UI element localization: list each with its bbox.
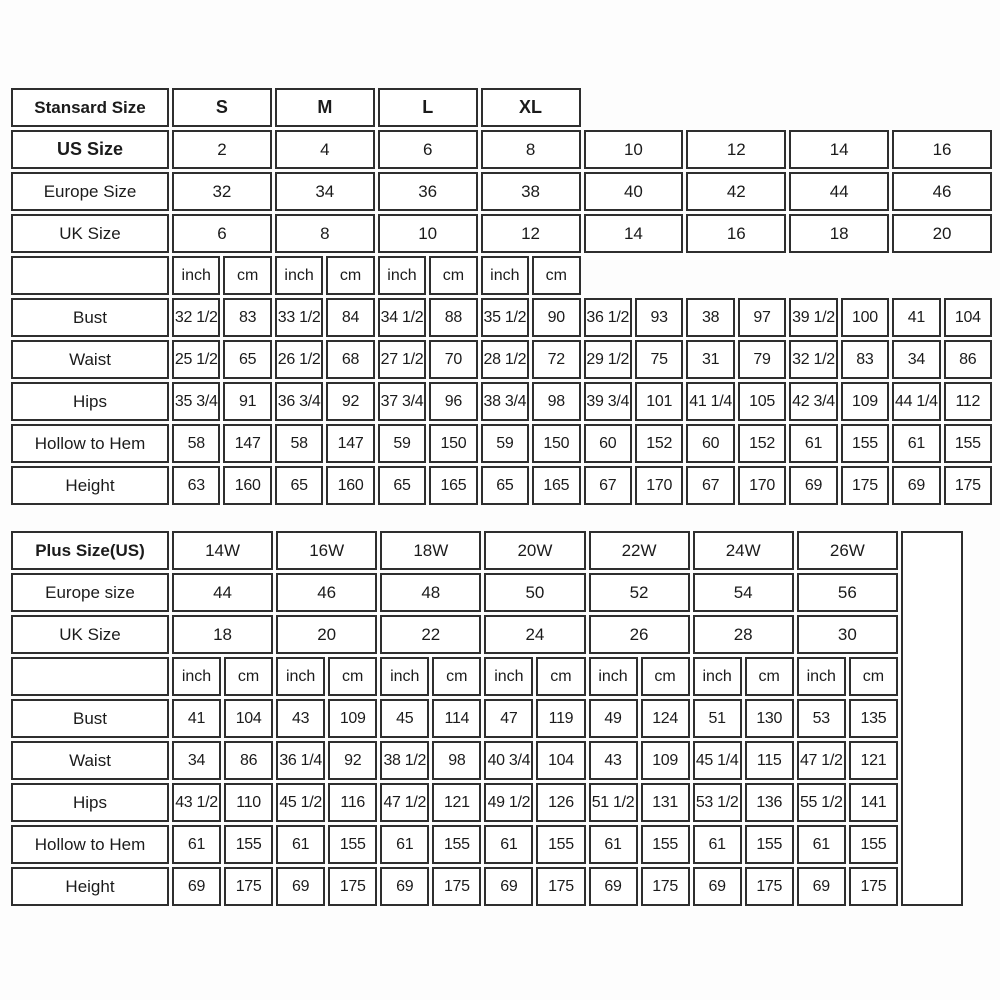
conversion-row — [11, 130, 992, 169]
size-header-cell: 16W — [276, 531, 377, 570]
measure-value-cell: 104 — [224, 699, 273, 738]
measure-value-cell: 61 — [797, 825, 846, 864]
size-header-cell: L — [378, 88, 478, 127]
conversion-value-cell: 22 — [380, 615, 481, 654]
measure-value-cell: 28 1/2 — [481, 340, 529, 379]
measure-value-cell: 42 3/4 — [789, 382, 837, 421]
conversion-row — [11, 573, 963, 612]
measure-value-cell: 175 — [745, 867, 794, 906]
conversion-value-cell: 48 — [380, 573, 481, 612]
measure-value-cell: 69 — [484, 867, 533, 906]
measure-value-cell: 41 — [172, 699, 221, 738]
measure-value-cell: 175 — [432, 867, 481, 906]
measure-value-cell: 86 — [944, 340, 992, 379]
measure-value-cell: 112 — [944, 382, 992, 421]
measure-value-cell: 152 — [635, 424, 683, 463]
measure-value-cell: 155 — [841, 424, 889, 463]
measure-value-cell: 69 — [693, 867, 742, 906]
measure-value-cell: 170 — [738, 466, 786, 505]
measure-value-cell: 44 1/4 — [892, 382, 940, 421]
size-header-cell: 14W — [172, 531, 273, 570]
measure-value-cell: 65 — [378, 466, 426, 505]
measure-value-cell: 61 — [484, 825, 533, 864]
blank-column-cell — [901, 531, 963, 906]
unit-row-empty-label — [11, 256, 169, 295]
measure-value-cell: 34 1/2 — [378, 298, 426, 337]
measure-value-cell: 58 — [172, 424, 220, 463]
measure-value-cell: 147 — [223, 424, 271, 463]
measure-value-cell: 96 — [429, 382, 477, 421]
conversion-value-cell: 16 — [686, 214, 786, 253]
conversion-value-cell: 12 — [686, 130, 786, 169]
unit-inch-cell: inch — [797, 657, 846, 696]
measure-value-cell: 61 — [892, 424, 940, 463]
measurement-row — [11, 298, 992, 337]
row-label: Bust — [11, 298, 169, 337]
measure-value-cell: 69 — [276, 867, 325, 906]
measure-value-cell: 160 — [223, 466, 271, 505]
measure-value-cell: 47 1/2 — [380, 783, 429, 822]
measure-value-cell: 45 1/2 — [276, 783, 325, 822]
size-header-cell: 26W — [797, 531, 898, 570]
unit-cm-cell: cm — [536, 657, 585, 696]
measure-value-cell: 65 — [275, 466, 323, 505]
unit-inch-cell: inch — [275, 256, 323, 295]
conversion-value-cell: 42 — [686, 172, 786, 211]
size-header-row — [11, 88, 992, 127]
measure-value-cell: 119 — [536, 699, 585, 738]
measure-value-cell: 61 — [589, 825, 638, 864]
measure-value-cell: 155 — [432, 825, 481, 864]
measure-value-cell: 155 — [745, 825, 794, 864]
unit-inch-cell: inch — [172, 657, 221, 696]
measure-value-cell: 121 — [849, 741, 898, 780]
measure-value-cell: 155 — [224, 825, 273, 864]
unit-inch-cell: inch — [380, 657, 429, 696]
size-header-cell: M — [275, 88, 375, 127]
measure-value-cell: 60 — [686, 424, 734, 463]
conversion-value-cell: 36 — [378, 172, 478, 211]
measure-value-cell: 39 1/2 — [789, 298, 837, 337]
measure-value-cell: 175 — [944, 466, 992, 505]
measurement-row — [11, 466, 992, 505]
measure-value-cell: 61 — [276, 825, 325, 864]
measure-value-cell: 36 1/4 — [276, 741, 325, 780]
measure-value-cell: 38 — [686, 298, 734, 337]
conversion-value-cell: 16 — [892, 130, 992, 169]
measure-value-cell: 155 — [641, 825, 690, 864]
measure-value-cell: 43 1/2 — [172, 783, 221, 822]
standard-size-table — [8, 85, 995, 508]
measure-value-cell: 130 — [745, 699, 794, 738]
measure-value-cell: 59 — [481, 424, 529, 463]
measure-value-cell: 47 1/2 — [797, 741, 846, 780]
unit-inch-cell: inch — [693, 657, 742, 696]
conversion-row — [11, 615, 963, 654]
measure-value-cell: 114 — [432, 699, 481, 738]
row-label: Hips — [11, 783, 169, 822]
measure-value-cell: 131 — [641, 783, 690, 822]
unit-inch-cell: inch — [484, 657, 533, 696]
measure-value-cell: 38 1/2 — [380, 741, 429, 780]
measure-value-cell: 98 — [532, 382, 580, 421]
measure-value-cell: 170 — [635, 466, 683, 505]
conversion-value-cell: 44 — [789, 172, 889, 211]
conversion-value-cell: 52 — [589, 573, 690, 612]
measure-value-cell: 175 — [841, 466, 889, 505]
measure-value-cell: 61 — [693, 825, 742, 864]
table-title: Plus Size(US) — [11, 531, 169, 570]
row-label: Height — [11, 867, 169, 906]
size-header-row — [11, 531, 963, 570]
measure-value-cell: 49 — [589, 699, 638, 738]
conversion-value-cell: 2 — [172, 130, 272, 169]
unit-cm-cell: cm — [328, 657, 377, 696]
measure-value-cell: 67 — [686, 466, 734, 505]
measure-value-cell: 43 — [276, 699, 325, 738]
conversion-value-cell: 20 — [276, 615, 377, 654]
measure-value-cell: 98 — [432, 741, 481, 780]
measurement-row — [11, 340, 992, 379]
measure-value-cell: 175 — [224, 867, 273, 906]
measure-value-cell: 126 — [536, 783, 585, 822]
measurement-row — [11, 424, 992, 463]
measure-value-cell: 32 1/2 — [172, 298, 220, 337]
size-header-cell: 18W — [380, 531, 481, 570]
measure-value-cell: 32 1/2 — [789, 340, 837, 379]
conversion-value-cell: 18 — [789, 214, 889, 253]
measure-value-cell: 83 — [223, 298, 271, 337]
measure-value-cell: 109 — [641, 741, 690, 780]
unit-inch-cell: inch — [378, 256, 426, 295]
measurement-row — [11, 699, 963, 738]
measure-value-cell: 150 — [429, 424, 477, 463]
measure-value-cell: 61 — [172, 825, 221, 864]
row-label: Height — [11, 466, 169, 505]
measure-value-cell: 104 — [944, 298, 992, 337]
measure-value-cell: 97 — [738, 298, 786, 337]
measure-value-cell: 26 1/2 — [275, 340, 323, 379]
row-label: Europe size — [11, 573, 169, 612]
measure-value-cell: 86 — [224, 741, 273, 780]
measure-value-cell: 104 — [536, 741, 585, 780]
conversion-row — [11, 214, 992, 253]
measure-value-cell: 121 — [432, 783, 481, 822]
unit-cm-cell: cm — [223, 256, 271, 295]
measure-value-cell: 55 1/2 — [797, 783, 846, 822]
conversion-value-cell: 54 — [693, 573, 794, 612]
conversion-value-cell: 46 — [276, 573, 377, 612]
unit-cm-cell: cm — [326, 256, 374, 295]
measure-value-cell: 141 — [849, 783, 898, 822]
unit-cm-cell: cm — [429, 256, 477, 295]
row-label: Waist — [11, 340, 169, 379]
conversion-value-cell: 4 — [275, 130, 375, 169]
measure-value-cell: 92 — [328, 741, 377, 780]
measure-value-cell: 175 — [849, 867, 898, 906]
measure-value-cell: 45 1/4 — [693, 741, 742, 780]
measure-value-cell: 79 — [738, 340, 786, 379]
row-label: Europe Size — [11, 172, 169, 211]
measure-value-cell: 68 — [326, 340, 374, 379]
conversion-value-cell: 12 — [481, 214, 581, 253]
conversion-value-cell: 32 — [172, 172, 272, 211]
measure-value-cell: 109 — [841, 382, 889, 421]
size-header-cell: 20W — [484, 531, 585, 570]
row-label: UK Size — [11, 615, 169, 654]
measure-value-cell: 35 1/2 — [481, 298, 529, 337]
conversion-value-cell: 6 — [172, 214, 272, 253]
measure-value-cell: 72 — [532, 340, 580, 379]
conversion-value-cell: 40 — [584, 172, 684, 211]
measure-value-cell: 136 — [745, 783, 794, 822]
conversion-value-cell: 56 — [797, 573, 898, 612]
size-header-cell: 24W — [693, 531, 794, 570]
measure-value-cell: 90 — [532, 298, 580, 337]
row-label: Bust — [11, 699, 169, 738]
measure-value-cell: 59 — [378, 424, 426, 463]
measure-value-cell: 160 — [326, 466, 374, 505]
measure-value-cell: 150 — [532, 424, 580, 463]
measure-value-cell: 45 — [380, 699, 429, 738]
size-header-cell: XL — [481, 88, 581, 127]
measure-value-cell: 29 1/2 — [584, 340, 632, 379]
measure-value-cell: 155 — [536, 825, 585, 864]
measure-value-cell: 40 3/4 — [484, 741, 533, 780]
measure-value-cell: 67 — [584, 466, 632, 505]
measure-value-cell: 51 1/2 — [589, 783, 638, 822]
measure-value-cell: 61 — [789, 424, 837, 463]
measure-value-cell: 36 3/4 — [275, 382, 323, 421]
measure-value-cell: 116 — [328, 783, 377, 822]
unit-row — [11, 256, 992, 295]
unit-cm-cell: cm — [532, 256, 580, 295]
measure-value-cell: 152 — [738, 424, 786, 463]
table-title: Stansard Size — [11, 88, 169, 127]
measure-value-cell: 43 — [589, 741, 638, 780]
unit-inch-cell: inch — [589, 657, 638, 696]
unit-cm-cell: cm — [432, 657, 481, 696]
unit-inch-cell: inch — [172, 256, 220, 295]
measure-value-cell: 60 — [584, 424, 632, 463]
unit-cm-cell: cm — [745, 657, 794, 696]
measure-value-cell: 175 — [536, 867, 585, 906]
unit-cm-cell: cm — [849, 657, 898, 696]
measure-value-cell: 37 3/4 — [378, 382, 426, 421]
row-label: Hollow to Hem — [11, 825, 169, 864]
measure-value-cell: 147 — [326, 424, 374, 463]
row-label: Waist — [11, 741, 169, 780]
measure-value-cell: 165 — [532, 466, 580, 505]
measure-value-cell: 124 — [641, 699, 690, 738]
measure-value-cell: 93 — [635, 298, 683, 337]
measure-value-cell: 69 — [172, 867, 221, 906]
measure-value-cell: 27 1/2 — [378, 340, 426, 379]
conversion-value-cell: 10 — [378, 214, 478, 253]
measure-value-cell: 175 — [641, 867, 690, 906]
conversion-value-cell: 8 — [275, 214, 375, 253]
conversion-value-cell: 14 — [584, 214, 684, 253]
conversion-value-cell: 6 — [378, 130, 478, 169]
conversion-value-cell: 38 — [481, 172, 581, 211]
measure-value-cell: 38 3/4 — [481, 382, 529, 421]
measure-value-cell: 53 — [797, 699, 846, 738]
measure-value-cell: 83 — [841, 340, 889, 379]
row-label: US Size — [11, 130, 169, 169]
measure-value-cell: 65 — [223, 340, 271, 379]
measurement-row — [11, 382, 992, 421]
measure-value-cell: 100 — [841, 298, 889, 337]
measure-value-cell: 91 — [223, 382, 271, 421]
measure-value-cell: 115 — [745, 741, 794, 780]
conversion-value-cell: 34 — [275, 172, 375, 211]
row-label: UK Size — [11, 214, 169, 253]
conversion-value-cell: 20 — [892, 214, 992, 253]
unit-row-empty-label — [11, 657, 169, 696]
conversion-value-cell: 30 — [797, 615, 898, 654]
measure-value-cell: 155 — [328, 825, 377, 864]
measure-value-cell: 110 — [224, 783, 273, 822]
unit-cm-cell: cm — [641, 657, 690, 696]
conversion-value-cell: 46 — [892, 172, 992, 211]
measure-value-cell: 69 — [380, 867, 429, 906]
measure-value-cell: 36 1/2 — [584, 298, 632, 337]
measure-value-cell: 84 — [326, 298, 374, 337]
measure-value-cell: 25 1/2 — [172, 340, 220, 379]
measure-value-cell: 41 — [892, 298, 940, 337]
conversion-value-cell: 28 — [693, 615, 794, 654]
measure-value-cell: 92 — [326, 382, 374, 421]
measure-value-cell: 34 — [892, 340, 940, 379]
measure-value-cell: 69 — [892, 466, 940, 505]
measure-value-cell: 33 1/2 — [275, 298, 323, 337]
measure-value-cell: 63 — [172, 466, 220, 505]
measure-value-cell: 69 — [797, 867, 846, 906]
measure-value-cell: 47 — [484, 699, 533, 738]
measurement-row — [11, 825, 963, 864]
conversion-value-cell: 8 — [481, 130, 581, 169]
measurement-row — [11, 741, 963, 780]
conversion-value-cell: 50 — [484, 573, 585, 612]
measure-value-cell: 69 — [789, 466, 837, 505]
measure-value-cell: 41 1/4 — [686, 382, 734, 421]
measure-value-cell: 70 — [429, 340, 477, 379]
size-header-cell: S — [172, 88, 272, 127]
unit-inch-cell: inch — [276, 657, 325, 696]
conversion-value-cell: 44 — [172, 573, 273, 612]
measure-value-cell: 101 — [635, 382, 683, 421]
measure-value-cell: 65 — [481, 466, 529, 505]
measure-value-cell: 155 — [944, 424, 992, 463]
size-header-cell: 22W — [589, 531, 690, 570]
measure-value-cell: 135 — [849, 699, 898, 738]
measure-value-cell: 34 — [172, 741, 221, 780]
measure-value-cell: 31 — [686, 340, 734, 379]
conversion-value-cell: 10 — [584, 130, 684, 169]
measure-value-cell: 61 — [380, 825, 429, 864]
unit-row — [11, 657, 963, 696]
measure-value-cell: 105 — [738, 382, 786, 421]
conversion-value-cell: 14 — [789, 130, 889, 169]
measure-value-cell: 51 — [693, 699, 742, 738]
measure-value-cell: 88 — [429, 298, 477, 337]
measure-value-cell: 35 3/4 — [172, 382, 220, 421]
measure-value-cell: 75 — [635, 340, 683, 379]
measure-value-cell: 39 3/4 — [584, 382, 632, 421]
conversion-value-cell: 18 — [172, 615, 273, 654]
measure-value-cell: 109 — [328, 699, 377, 738]
conversion-value-cell: 24 — [484, 615, 585, 654]
measure-value-cell: 53 1/2 — [693, 783, 742, 822]
measure-value-cell: 69 — [589, 867, 638, 906]
conversion-value-cell: 26 — [589, 615, 690, 654]
measure-value-cell: 165 — [429, 466, 477, 505]
measure-value-cell: 49 1/2 — [484, 783, 533, 822]
conversion-row — [11, 172, 992, 211]
unit-cm-cell: cm — [224, 657, 273, 696]
measure-value-cell: 58 — [275, 424, 323, 463]
measurement-row — [11, 867, 963, 906]
measurement-row — [11, 783, 963, 822]
plus-size-table — [8, 528, 966, 909]
row-label: Hips — [11, 382, 169, 421]
measure-value-cell: 155 — [849, 825, 898, 864]
row-label: Hollow to Hem — [11, 424, 169, 463]
measure-value-cell: 175 — [328, 867, 377, 906]
unit-inch-cell: inch — [481, 256, 529, 295]
